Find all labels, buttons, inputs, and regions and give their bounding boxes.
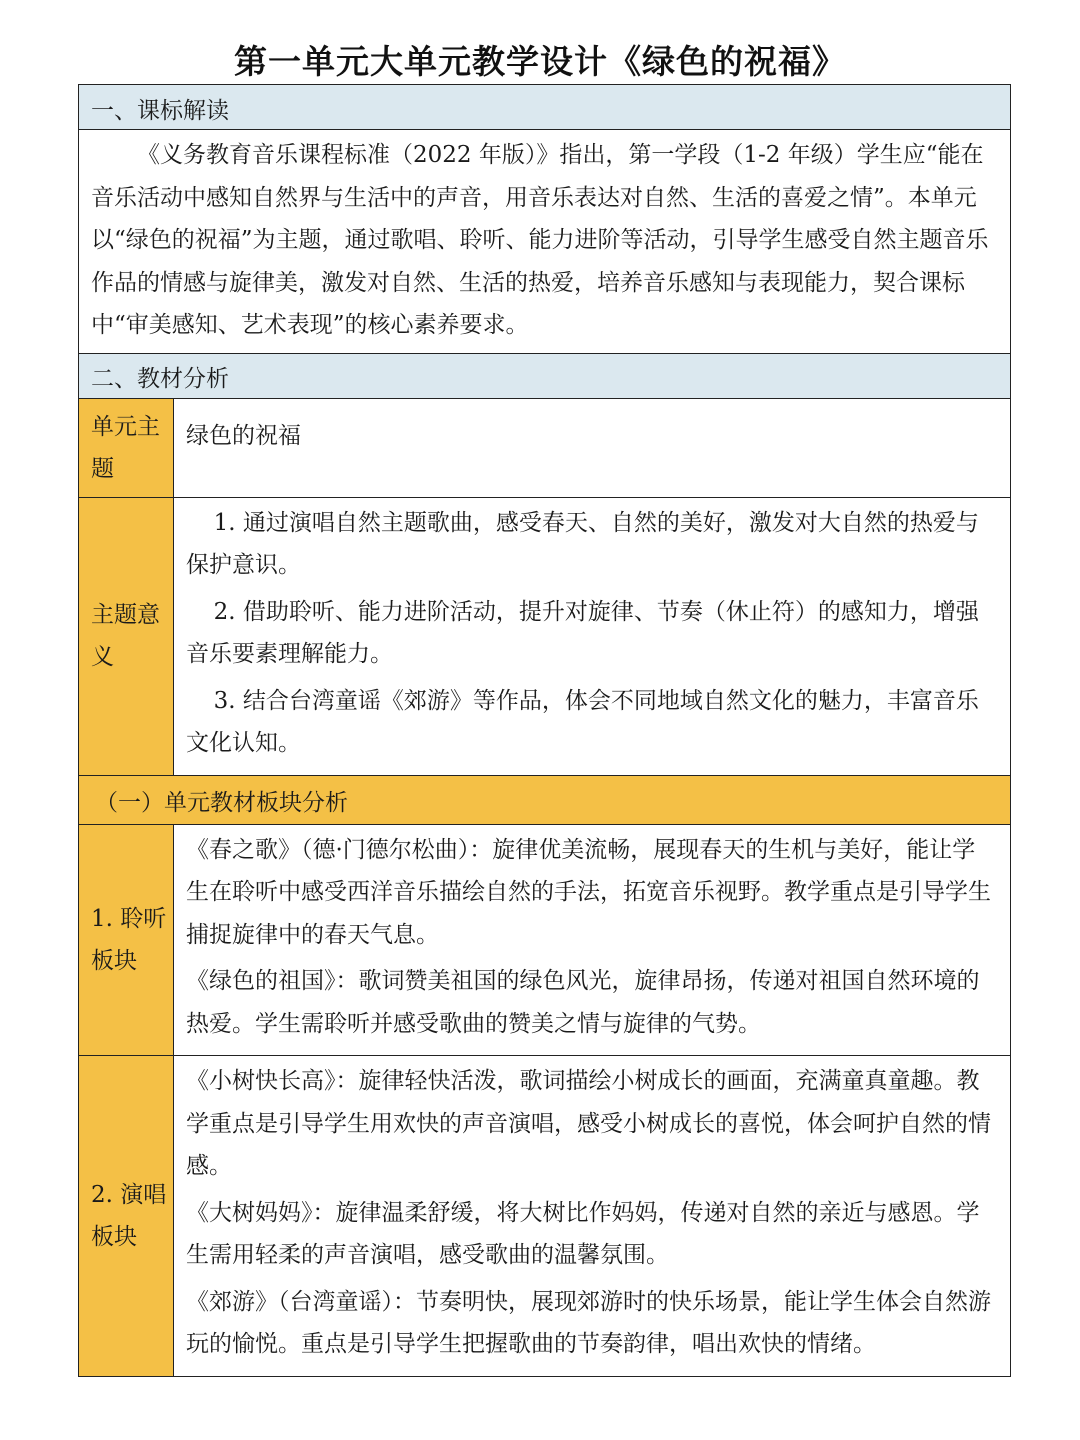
meaning-cell — [174, 497, 1011, 775]
lesson-plan-table — [78, 84, 1011, 1377]
listening-item: 《春之歌》（德·门德尔松曲）：旋律优美流畅，展现春天的生机与美好，能让学生在聆听中感受西洋音乐描绘自然的手法，拓宽音乐视野。教学重点是引导学生捕捉旋律中的春天气息。 — [186, 836, 991, 948]
theme-label: 单元主题 — [79, 398, 174, 497]
meaning-item: 2. 借助聆听、能力进阶活动，提升对旋律、节奏（休止符）的感知力，增强音乐要素理解能力。 — [186, 598, 979, 667]
meaning-row — [79, 497, 1011, 775]
theme-row — [79, 398, 1011, 497]
subsection-header-row — [79, 775, 1011, 824]
meaning-label: 主题意义 — [79, 497, 174, 775]
section2-heading: 二、教材分析 — [79, 353, 1011, 398]
subsection-heading: （一）单元教材板块分析 — [79, 775, 1011, 824]
singing-block-label: 2. 演唱板块 — [79, 1056, 174, 1377]
section1-body: 《义务教育音乐课程标准（2022 年版）》指出，第一学段（1-2 年级）学生应“能在音乐活动中感知自然界与生活中的声音，用音乐表达对自然、生活的喜爱之情”。本单元以“绿色的祝福”为主题，通过歌唱、聆听、能力进阶等活动，引导学生感受自然主题音乐作品的情感与旋律美，激发对自然、生活的热爱，培养音乐感知与表现能力，契合课标中“审美感知、艺术表现”的核心素养要求。 — [91, 142, 989, 338]
section1-body-row — [79, 130, 1011, 354]
meaning-item: 3. 结合台湾童谣《郊游》等作品，体会不同地域自然文化的魅力，丰富音乐文化认知。 — [186, 687, 979, 756]
listening-item: 《绿色的祖国》：歌词赞美祖国的绿色风光，旋律昂扬，传递对祖国自然环境的热爱。学生需聆听并感受歌曲的赞美之情与旋律的气势。 — [186, 968, 980, 1037]
singing-block-cell — [174, 1056, 1011, 1377]
theme-value: 绿色的祝福 — [174, 398, 1011, 497]
section1-header-row — [79, 85, 1011, 130]
section2-header-row — [79, 353, 1011, 398]
document-title: 第一单元大单元教学设计《绿色的祝福》 — [234, 42, 846, 81]
section1-body-cell — [79, 130, 1011, 354]
meaning-item: 1. 通过演唱自然主题歌曲，感受春天、自然的美好，激发对大自然的热爱与保护意识。 — [186, 509, 979, 578]
singing-item: 《小树快长高》：旋律轻快活泼，歌词描绘小树成长的画面，充满童真童趣。教学重点是引导学生用欢快的声音演唱，感受小树成长的喜悦，体会呵护自然的情感。 — [186, 1068, 991, 1179]
section1-heading: 一、课标解读 — [79, 85, 1011, 130]
listening-block-label: 1. 聆听板块 — [79, 824, 174, 1056]
singing-item: 《郊游》（台湾童谣）：节奏明快，展现郊游时的快乐场景，能让学生体会自然游玩的愉悦。重点是引导学生把握歌曲的节奏韵律，唱出欢快的情绪。 — [186, 1288, 991, 1357]
singing-block-row — [79, 1056, 1011, 1377]
listening-block-cell — [174, 824, 1011, 1056]
listening-block-row — [79, 824, 1011, 1056]
singing-item: 《大树妈妈》：旋律温柔舒缓，将大树比作妈妈，传递对自然的亲近与感恩。学生需用轻柔的声音演唱，感受歌曲的温馨氛围。 — [186, 1199, 980, 1268]
